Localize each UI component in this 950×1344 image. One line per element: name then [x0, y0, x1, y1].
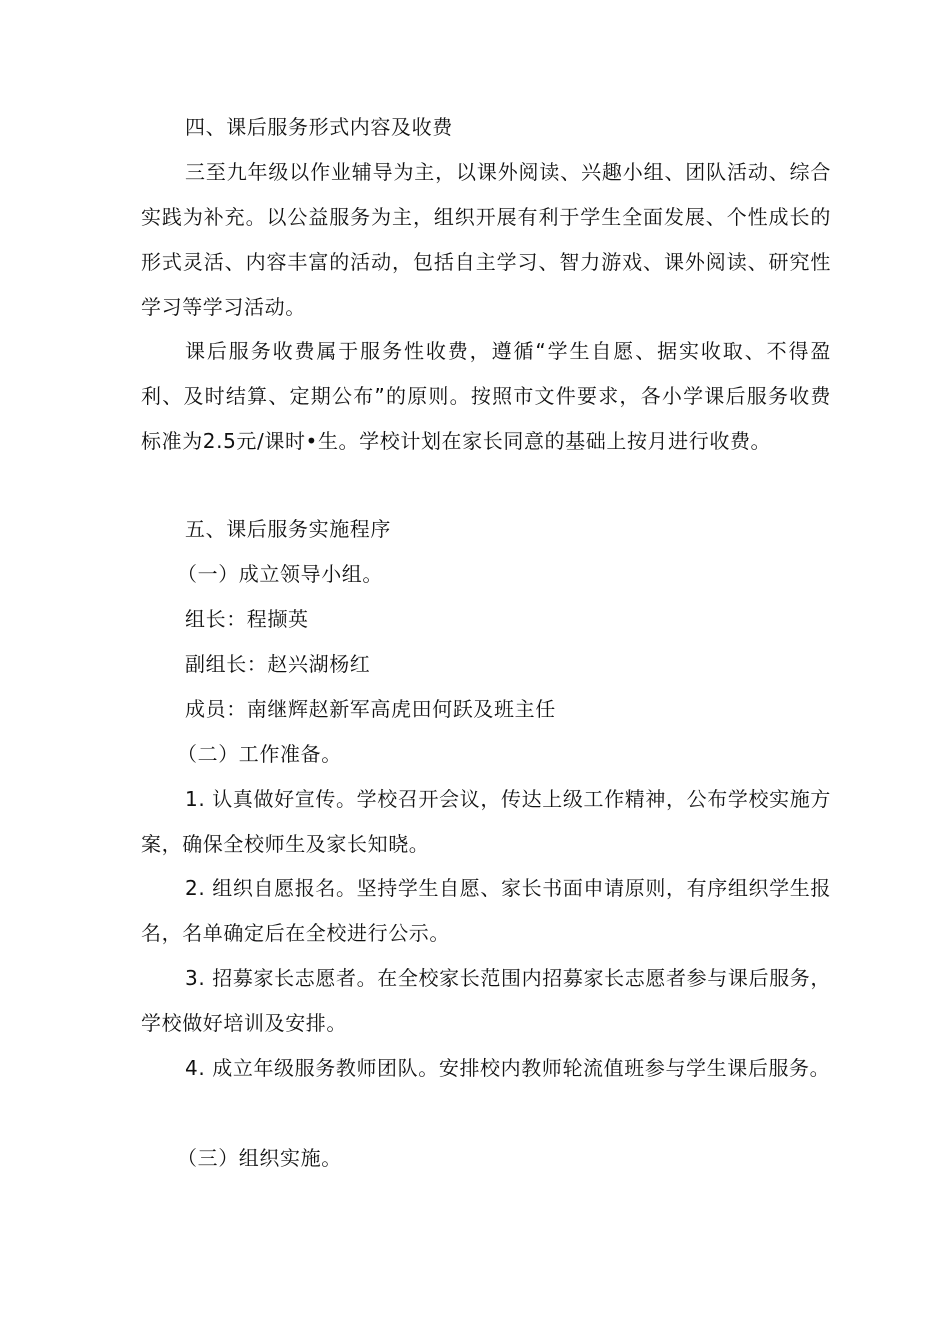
subsection-2-heading: （二）工作准备。 — [177, 742, 342, 766]
deputy-leader-line: 副组长：赵兴湖杨红 — [185, 652, 371, 676]
subsection-1-heading: （一）成立领导小组。 — [177, 562, 383, 586]
section-4-heading: 四、课后服务形式内容及收费 — [185, 115, 453, 139]
list-item-4: 4. 成立年级服务教师团队。安排校内教师轮流值班参与学生课后服务。 — [185, 1056, 831, 1080]
subsection-3-heading: （三）组织实施。 — [177, 1146, 342, 1170]
leader-line: 组长：程撷英 — [185, 607, 309, 631]
list-item-3: 3. 招募家长志愿者。在全校家长范围内招募家长志愿者参与课后服务，学校做好培训及安排。 — [141, 966, 831, 1035]
section-4-paragraph-2: 课后服务收费属于服务性收费，遵循“学生自愿、据实收取、不得盈利、及时结算、定期公布”的原则。按照市文件要求，各小学课后服务收费标准为2.5元/课时•生。学校计划在家长同意的基础上按月进行收费。 — [141, 339, 831, 453]
section-5-heading: 五、课后服务实施程序 — [185, 517, 391, 541]
members-line: 成员：南继辉赵新军高虎田何跃及班主任 — [185, 697, 556, 721]
list-item-2: 2. 组织自愿报名。坚持学生自愿、家长书面申请原则，有序组织学生报名，名单确定后在全校进行公示。 — [141, 876, 831, 945]
section-4-paragraph-1: 三至九年级以作业辅导为主，以课外阅读、兴趣小组、团队活动、综合实践为补充。以公益服务为主，组织开展有利于学生全面发展、个性成长的形式灵活、内容丰富的活动，包括自主学习、智力游戏、课外阅读、研究性学习等学习活动。 — [141, 160, 831, 319]
list-item-1: 1. 认真做好宣传。学校召开会议，传达上级工作精神，公布学校实施方案，确保全校师生及家长知晓。 — [141, 787, 831, 856]
